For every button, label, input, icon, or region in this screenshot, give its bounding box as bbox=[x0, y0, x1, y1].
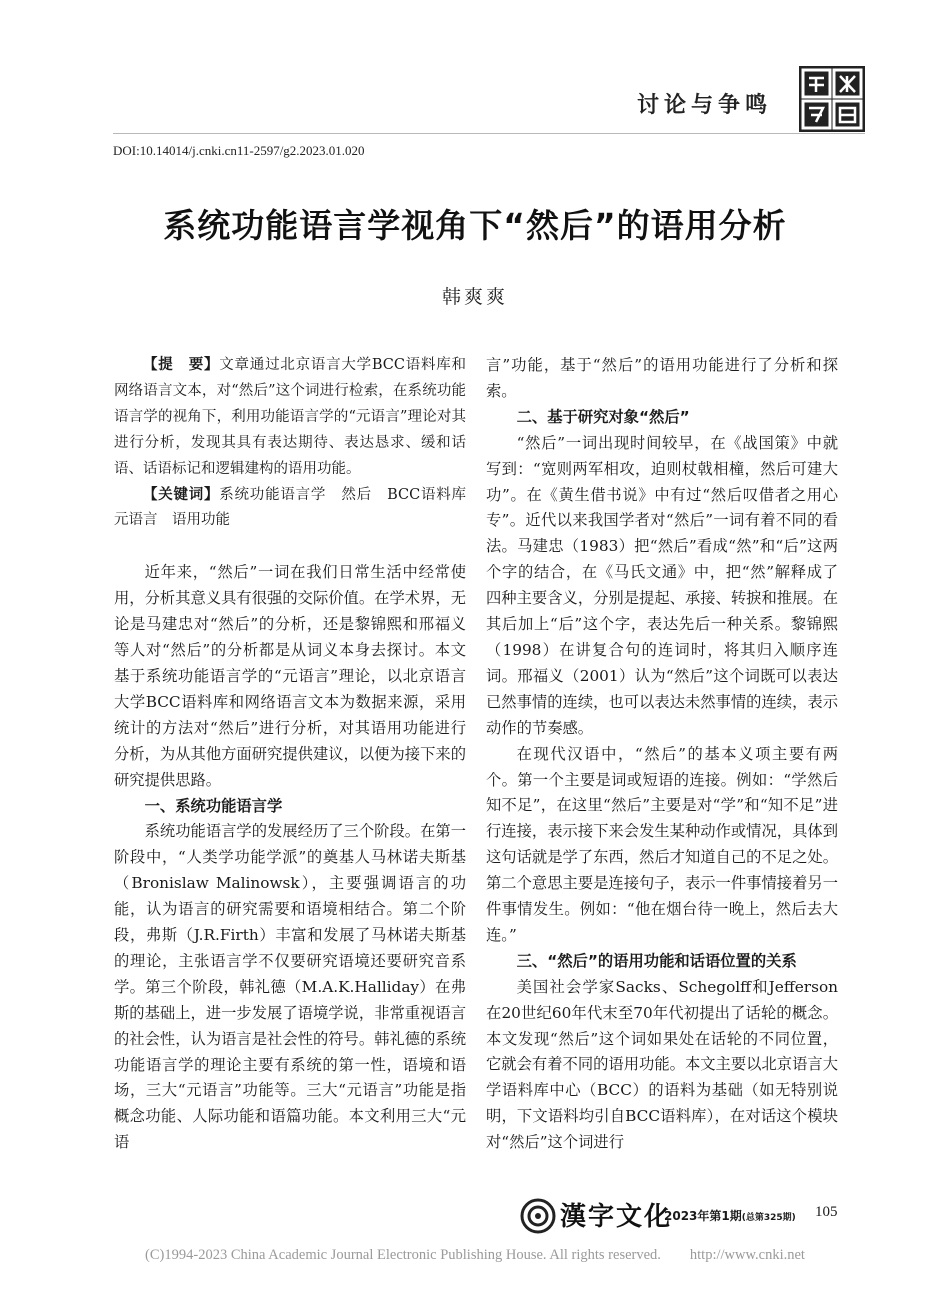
issue-info bbox=[664, 1207, 796, 1224]
header-rule bbox=[113, 133, 865, 134]
section-2-paragraph-1: “然后”一词出现时间较早，在《战国策》中就写到：“宽则两军相攻，迫则杖戟相橦，然后可建大功”。在《黄生借书说》中有过“然后叹借者之用心专”。近代以来我国学者对“然后”一词有着不同的看法。马建忠（1983）把“然后”看成“然”和“后”这两个字的结合，在《马氏文通》中，把“然”解释成了四种主要含义，分别是提起、承接、转捩和推展。在其后加上“后”这个字，表达先后一种关系。黎锦熙（1998）在讲复合句的连词时，将其归入顺序连词。邢福义（2001）认为“然后”这个词既可以表达已然事情的连续，也可以表达未然事情的连续，表示动作的节奏感。 bbox=[486, 433, 838, 737]
article-author: 韩爽爽 bbox=[441, 286, 508, 308]
section-label: 讨论与争鸣 bbox=[636, 93, 772, 118]
section-3-heading: 三、“然后”的语用功能和话语位置的关系 bbox=[516, 951, 797, 970]
doi: DOI:10.14014/j.cnki.cn11-2597/g2.2023.01.020 bbox=[113, 143, 365, 158]
page-number: 105 bbox=[815, 1204, 838, 1220]
section-2-heading: 二、基于研究对象“然后” bbox=[516, 407, 690, 426]
journal-name: 漢字文化 bbox=[560, 1202, 673, 1232]
journal-seal-icon bbox=[799, 66, 865, 132]
right-column bbox=[486, 353, 838, 1156]
keywords-text: 系统功能语言学 然后 BCC语料库 元语言 语用功能 bbox=[114, 486, 481, 529]
copyright-notice: (C)1994-2023 China Academic Journal Electronic Publishing House. All rights reserved. http://www.cnki.net bbox=[145, 1247, 805, 1263]
section-1-continuation: 言”功能，基于“然后”的语用功能进行了分析和探索。 bbox=[486, 356, 838, 400]
article-title: 系统功能语言学视角下“然后”的语用分析 bbox=[163, 206, 787, 245]
section-3-paragraph: 美国社会学家Sacks、Schegolff和Jefferson在20世纪60年代末至70年代初提出了话轮的概念。本文发现“然后”这个词如果处在话轮的不同位置，它就会有着不同的语用功能。本文主要以北京语言大学语料库中心（BCC）的语料为基础（如无特别说明，下文语料均引自BCC语料库），在对话这个模块对“然后”这个词进行 bbox=[486, 977, 838, 1152]
abstract bbox=[114, 353, 466, 483]
issue-total: (总第325期) bbox=[741, 1213, 796, 1223]
issue-number: 2023年第1期 bbox=[664, 1209, 742, 1223]
left-column bbox=[114, 353, 481, 1156]
abstract-text: 文章通过北京语言大学BCC语料库和网络语言文本，对“然后”这个词进行检索，在系统功能语言学的视角下，利用功能语言学的“元语言”理论对其进行分析，发现其具有表达期待、表达恳求、缓和话语、话语标记和逻辑建构的语用功能。 bbox=[114, 357, 467, 477]
keywords-label: 【关键词】 bbox=[143, 486, 220, 503]
abstract-label: 【提 要】 bbox=[143, 357, 220, 373]
section-1-paragraph: 系统功能语言学的发展经历了三个阶段。在第一阶段中，“人类学功能学派”的奠基人马林诺夫斯基（Bronislaw Malinowsk），主要强调语言的功能，认为语言的研究需要和语境相结合。第二个阶段，弗斯（J.R.Firth）丰富和发展了马林诺夫斯基的理论，主张语言学不仅要研究语境还要研究音系学。第三个阶段，韩礼德（M.A.K.Halliday）在弗斯的基础上，进一步发展了语境学说，非常重视语言的社会性，认为语言是社会性的符号。韩礼德的系统功能语言学的理论主要有系统的第一性，语境和语场，三大“元语言”功能等。三大“元语言”功能是指概念功能、人际功能和语篇功能。本文利用三大“元语 bbox=[114, 822, 466, 1152]
keywords bbox=[114, 483, 481, 535]
section-1-heading: 一、系统功能语言学 bbox=[144, 796, 283, 815]
journal-logo-icon bbox=[520, 1198, 556, 1234]
section-2-paragraph-2: 在现代汉语中，“然后”的基本义项主要有两个。第一个主要是词或短语的连接。例如：“学然后知不足”，在这里“然后”主要是对“学”和“知不足”进行连接，表示接下来会发生某种动作或情况，具体到这句话就是学了东西，然后才知道自己的不足之处。第二个意思主要是连接句子，表示一件事情接着另一件事情发生。例如：“他在烟台待一晚上，然后去大连。” bbox=[486, 744, 838, 944]
intro-paragraph: 近年来，“然后”一词在我们日常生活中经常使用，分析其意义具有很强的交际价值。在学术界，无论是马建忠对“然后”的分析，还是黎锦熙和邢福义等人对“然后”的分析都是从词义本身去探讨。本文基于系统功能语言学的“元语言”理论，以北京语言大学BCC语料库和网络语言文本为数据来源，采用统计的方法对“然后”进行分析，对其语用功能进行分析，为从其他方面研究提供建议，以便为接下来的研究提供思路。 bbox=[114, 563, 466, 789]
